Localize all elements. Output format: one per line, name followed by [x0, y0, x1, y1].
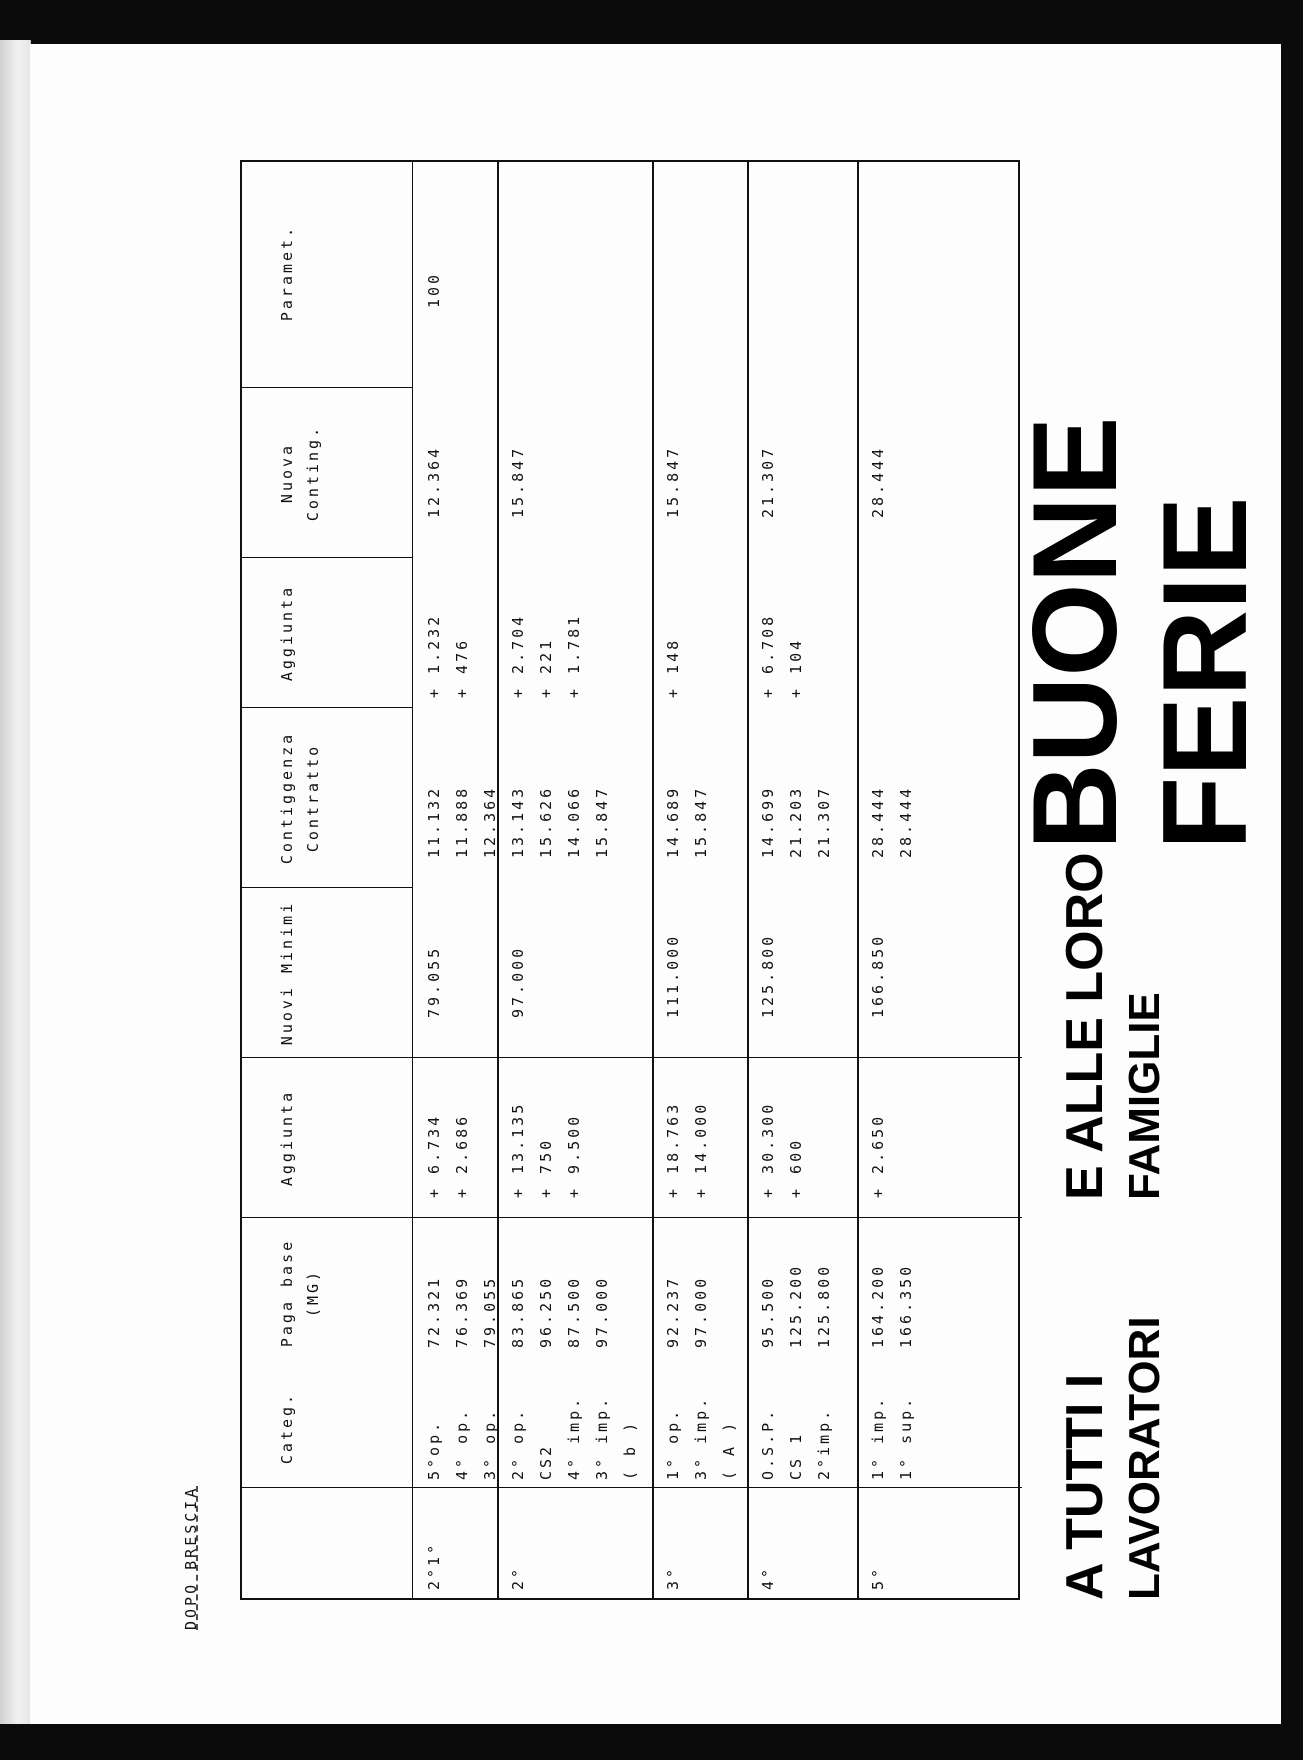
nuovi-minimi-value: 111.000	[664, 933, 682, 1018]
contingenza-value: 14.066	[565, 785, 583, 858]
header-contingenza-line1: Contiggenza	[278, 731, 296, 865]
aggiunta-cell	[420, 1114, 476, 1198]
categ-value: O.S.P.	[759, 1407, 777, 1480]
nuova-conting-value: 15.847	[509, 445, 527, 518]
categ-value: CS2	[537, 1443, 555, 1480]
paga-base-value: 125.200	[787, 1263, 805, 1348]
paga-base-value: 166.350	[897, 1263, 915, 1348]
aggiunta-cell	[754, 1102, 810, 1198]
nuovi-minimi-cell	[504, 946, 532, 1018]
rotated-page-content	[110, 60, 1272, 1640]
aggiunta2-value: + 2.704	[509, 613, 527, 698]
nuova-conting-value: 12.364	[425, 445, 443, 518]
paga-base-cell	[864, 1264, 920, 1348]
categ-cell	[504, 1396, 644, 1480]
categ-cell	[754, 1408, 838, 1480]
livello-label: 3°	[664, 1565, 682, 1590]
nuova-conting-cell	[754, 446, 782, 518]
contingenza-value: 28.444	[897, 785, 915, 858]
column-divider	[242, 1057, 1022, 1058]
header-categ: Categ.	[278, 1391, 296, 1465]
aggiunta-cell	[659, 1102, 715, 1198]
paga-base-value: 96.250	[537, 1275, 555, 1348]
aggiunta-value: + 2.686	[453, 1113, 471, 1198]
categ-value: 4° imp.	[565, 1395, 583, 1480]
table-caption: DOPO BRESCIA	[182, 1485, 200, 1630]
contingenza-cell	[504, 786, 616, 858]
nuova-conting-value: 21.307	[759, 445, 777, 518]
aggiunta2-cell	[659, 638, 687, 698]
paga-base-value: 87.500	[565, 1275, 583, 1348]
paga-base-value: 95.500	[759, 1275, 777, 1348]
aggiunta-value: + 30.300	[759, 1101, 777, 1198]
contingenza-cell	[659, 786, 715, 858]
contingenza-value: 15.847	[692, 785, 710, 858]
aggiunta2-value: + 148	[664, 637, 682, 698]
header-contingenza	[274, 708, 326, 888]
column-divider	[242, 557, 412, 558]
scan-top-border	[0, 0, 1303, 44]
paga-base-cell	[504, 1276, 616, 1348]
aggiunta2-cell	[754, 614, 810, 698]
scan-right-border	[1281, 0, 1303, 1760]
aggiunta2-cell	[420, 614, 476, 698]
paga-base-value: 79.055	[481, 1275, 499, 1348]
contingenza-value: 11.132	[425, 785, 443, 858]
binding-spine	[0, 40, 31, 1730]
aggiunta2-cell	[504, 614, 588, 698]
group-separator	[857, 162, 859, 1598]
aggiunta-value: + 14.000	[692, 1101, 710, 1198]
table-header-row	[242, 162, 413, 1598]
paga-base-value: 97.000	[593, 1275, 611, 1348]
contingenza-value: 21.203	[787, 785, 805, 858]
paga-base-value: 72.321	[425, 1275, 443, 1348]
aggiunta-value: + 6.734	[425, 1113, 443, 1198]
categ-value: 1° imp.	[869, 1395, 887, 1480]
contingenza-value: 14.699	[759, 785, 777, 858]
livello-label: 2°	[509, 1565, 527, 1590]
nuova-conting-cell	[864, 446, 892, 518]
paga-base-cell	[754, 1264, 838, 1348]
banner-line-1: A TUTTI I	[1056, 1373, 1114, 1600]
header-nuova-conting	[274, 388, 326, 558]
paga-base-value: 97.000	[692, 1275, 710, 1348]
column-divider	[242, 387, 412, 388]
livello-label: 2°1°	[425, 1541, 443, 1590]
categ-value: 2°imp.	[815, 1407, 833, 1480]
aggiunta2-value: + 1.232	[425, 613, 443, 698]
scan-bottom-border	[0, 1724, 1303, 1760]
column-divider	[242, 887, 412, 888]
categ-value: 5°op.	[425, 1419, 443, 1480]
categ-value: 2° op.	[509, 1407, 527, 1480]
paga-base-value: 92.237	[664, 1275, 682, 1348]
contingenza-value: 11.888	[453, 785, 471, 858]
contingenza-value: 21.307	[815, 785, 833, 858]
aggiunta-cell	[504, 1102, 588, 1198]
livello-label: 4°	[759, 1565, 777, 1590]
contingenza-cell	[864, 786, 920, 858]
paga-base-value: 125.800	[815, 1263, 833, 1348]
contingenza-value: 12.364	[481, 785, 499, 858]
wage-table	[240, 160, 1020, 1600]
header-nuova-conting-line2: Conting.	[304, 424, 322, 522]
categ-value: 3° imp.	[593, 1395, 611, 1480]
aggiunta2-value: + 221	[537, 637, 555, 698]
nuovi-minimi-cell	[754, 934, 782, 1018]
column-divider	[242, 1487, 1022, 1488]
nuova-conting-value: 15.847	[664, 445, 682, 518]
aggiunta-value: + 13.135	[509, 1101, 527, 1198]
paga-base-value: 76.369	[453, 1275, 471, 1348]
header-nuovi-minimi: Nuovi Minimi	[278, 900, 296, 1046]
group-separator	[497, 162, 499, 1598]
contingenza-value: 15.626	[537, 785, 555, 858]
header-contingenza-line2: Contratto	[304, 743, 322, 853]
paga-base-value: 83.865	[509, 1275, 527, 1348]
aggiunta-value: + 750	[537, 1137, 555, 1198]
categ-cell	[864, 1396, 920, 1480]
paga-base-cell	[420, 1276, 504, 1348]
paramet-cell	[420, 272, 448, 308]
nuovi-minimi-value: 79.055	[425, 945, 443, 1018]
aggiunta2-value: + 104	[787, 637, 805, 698]
categ-value: 3° imp.	[692, 1395, 710, 1480]
nuovi-minimi-cell	[864, 934, 892, 1018]
aggiunta2-value: + 6.708	[759, 613, 777, 698]
banner-line-4: LAVORATORI	[1120, 1316, 1169, 1600]
group-separator	[747, 162, 749, 1598]
nuova-conting-value: 28.444	[869, 445, 887, 518]
paramet-value: 100	[425, 271, 443, 308]
categ-value: CS 1	[787, 1431, 805, 1480]
header-nuova-conting-line1: Nuova	[278, 442, 296, 504]
nuovi-minimi-value: 166.850	[869, 933, 887, 1018]
paga-base-value: 164.200	[869, 1263, 887, 1348]
categ-value: ( A )	[720, 1419, 738, 1480]
contingenza-value: 13.143	[509, 785, 527, 858]
nuovi-minimi-cell	[420, 946, 448, 1018]
nuova-conting-cell	[420, 446, 448, 518]
header-paramet: Paramet.	[278, 224, 296, 322]
nuova-conting-cell	[504, 446, 532, 518]
contingenza-value: 14.689	[664, 785, 682, 858]
aggiunta-value: + 600	[787, 1137, 805, 1198]
group-separator	[652, 162, 654, 1598]
aggiunta-value: + 9.500	[565, 1113, 583, 1198]
aggiunta-value: + 2.650	[869, 1113, 887, 1198]
header-paga-base	[274, 1218, 326, 1368]
nuovi-minimi-cell	[659, 934, 687, 1018]
column-divider	[242, 1217, 1022, 1218]
categ-cell	[420, 1408, 504, 1480]
categ-cell	[659, 1396, 743, 1480]
column-divider	[242, 707, 412, 708]
header-aggiunta-2: Aggiunta	[278, 584, 296, 682]
aggiunta2-value: + 476	[453, 637, 471, 698]
header-paga-base-line1: Paga base	[278, 1238, 296, 1348]
banner-headline: BUONE FERIE	[1008, 416, 1272, 850]
categ-value: 1° op.	[664, 1407, 682, 1480]
nuova-conting-cell	[659, 446, 687, 518]
nuovi-minimi-value: 125.800	[759, 933, 777, 1018]
contingenza-cell	[754, 786, 838, 858]
contingenza-value: 28.444	[869, 785, 887, 858]
aggiunta2-value: + 1.781	[565, 613, 583, 698]
nuovi-minimi-value: 97.000	[509, 945, 527, 1018]
aggiunta-cell	[864, 1114, 892, 1198]
banner-line-2: E ALLE LORO	[1056, 852, 1114, 1200]
aggiunta-value: + 18.763	[664, 1101, 682, 1198]
header-aggiunta: Aggiunta	[278, 1089, 296, 1187]
header-paga-base-line2: (MG)	[304, 1268, 322, 1318]
categ-value: 1° sup.	[897, 1395, 915, 1480]
categ-value: ( b )	[621, 1419, 639, 1480]
banner-line-5: FAMIGLIE	[1120, 992, 1169, 1200]
paga-base-cell	[659, 1276, 715, 1348]
contingenza-value: 15.847	[593, 785, 611, 858]
categ-value: 3° op.	[481, 1407, 499, 1480]
livello-label: 5°	[869, 1565, 887, 1590]
contingenza-cell	[420, 786, 504, 858]
categ-value: 4° op.	[453, 1407, 471, 1480]
